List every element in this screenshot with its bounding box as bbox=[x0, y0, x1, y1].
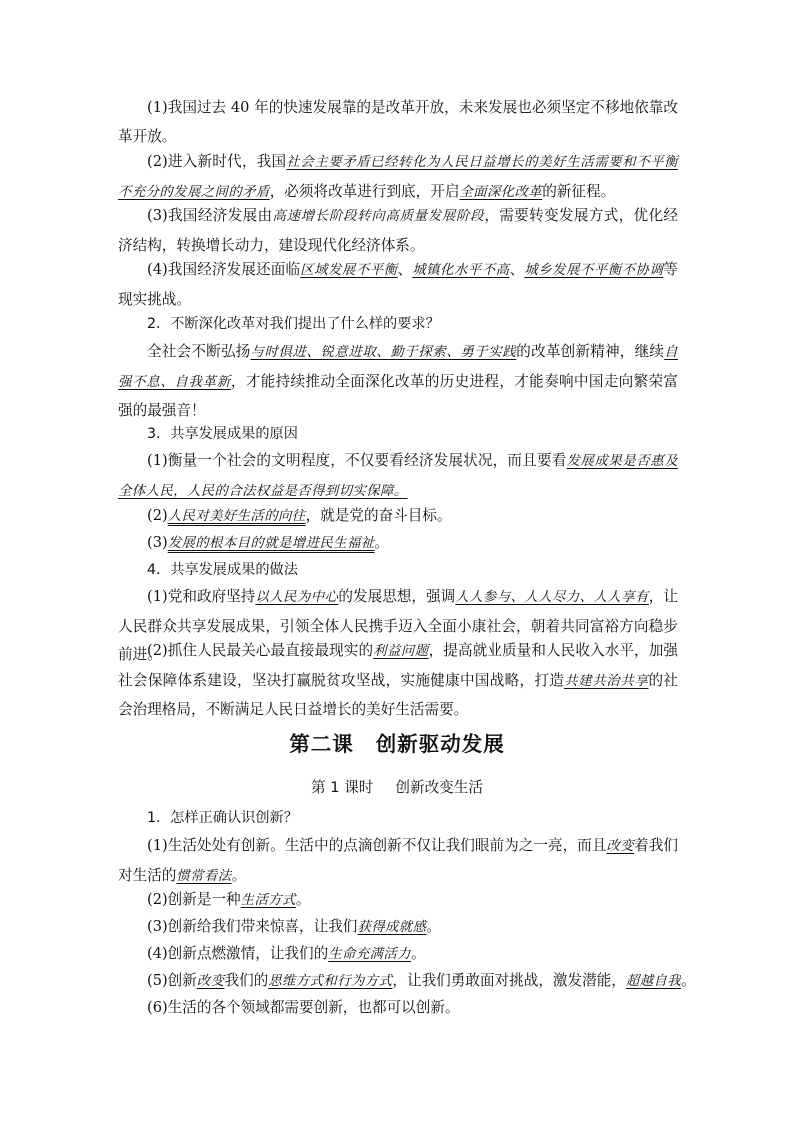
paragraph-text: (4)我国经济发展还面临 bbox=[147, 261, 301, 278]
paragraph-text: ，让人民群众共享发展成果，引领全体人民携手迈入全面小康社会，朝着共同富裕方向稳步前进。 bbox=[118, 588, 678, 664]
underlined-answer: 城镇化水平不高 bbox=[412, 263, 510, 278]
paragraph-text: 我们的 bbox=[224, 972, 269, 989]
underlined-answer: 人民对美好生活的向往 bbox=[167, 509, 306, 524]
paragraph-text: (2)创新是一种 bbox=[147, 891, 241, 908]
paragraph-reform-opening bbox=[118, 94, 678, 151]
paragraph-text: (2) bbox=[147, 507, 168, 524]
paragraph-text: 等现实挑战。 bbox=[118, 261, 678, 308]
underlined-answer: 人人参与、人人尽力、人人享有 bbox=[455, 590, 649, 605]
paragraph-text: (2)进入新时代，我国 bbox=[147, 153, 287, 170]
paragraph-text: 。 bbox=[681, 972, 696, 989]
paragraph-text: (1)我国过去 40 年的快速发展靠的是改革开放，未来发展也必须坚定不移地依靠改革开放。 bbox=[118, 99, 678, 145]
underlined-answer: 自强不息、自我革新 bbox=[118, 345, 678, 390]
paragraph-reform-spirit bbox=[118, 338, 678, 426]
paragraph-text: 。 bbox=[374, 534, 390, 551]
paragraph-text: (1)党和政府坚持 bbox=[147, 588, 256, 605]
paragraph-text: 全社会不断弘扬 bbox=[147, 343, 251, 360]
paragraph-text: ，就是党的奋斗目标。 bbox=[305, 507, 452, 524]
paragraph-civilization-measure bbox=[118, 447, 678, 506]
paragraph-vitality bbox=[118, 940, 678, 970]
paragraph-text: 。 bbox=[426, 918, 441, 935]
underlined-answer: 区域发展不平衡 bbox=[300, 263, 398, 278]
underlined-answer: 利益问题 bbox=[373, 644, 429, 659]
paragraph-text: (3)我国经济发展由 bbox=[147, 207, 273, 224]
underlined-answer: 改变 bbox=[606, 839, 635, 854]
underlined-answer: 与时俱进、锐意进取、勤于探索、勇于实践 bbox=[250, 345, 517, 360]
paragraph-text: ，让我们勇敢面对挑战，激发潜能， bbox=[392, 972, 626, 989]
period-number: 第 1 课时 bbox=[311, 779, 374, 796]
underlined-answer: 生命充满活力 bbox=[328, 947, 411, 962]
underlined-answer: 生活方式 bbox=[240, 893, 296, 908]
underlined-answer: 以人民为中心 bbox=[255, 590, 339, 605]
period-title bbox=[0, 776, 794, 800]
paragraph-livelihood bbox=[118, 637, 678, 725]
paragraph-text: (1)生活处处有创新。生活中的点滴创新不仅让我们眼前为之一亮，而且 bbox=[147, 837, 607, 854]
paragraph-text: (5)创新 bbox=[147, 972, 197, 989]
paragraph-economic-stage bbox=[118, 202, 678, 260]
paragraph-challenges bbox=[118, 256, 678, 314]
underlined-answer: 获得成就感 bbox=[357, 920, 427, 935]
paragraph-text: 的新征程。 bbox=[542, 182, 616, 200]
paragraph-text: 、 bbox=[397, 261, 413, 278]
underlined-answer: 超越自我 bbox=[625, 974, 682, 989]
paragraph-lifestyle bbox=[118, 886, 678, 916]
paragraph-text: ，提高就业质量和人民收入水平，加强社会保障体系建设，坚决打赢脱贫攻坚战，实施健康中国战略，打造 bbox=[118, 642, 678, 689]
question-heading: 1．怎样正确认识创新？ bbox=[147, 810, 298, 826]
question-heading: 4．共享发展成果的做法 bbox=[147, 562, 298, 578]
paragraph-party-goal bbox=[118, 502, 678, 532]
paragraph-achievement bbox=[118, 913, 678, 943]
underlined-answer: 高速增长阶段转向高质量发展阶段 bbox=[272, 209, 485, 224]
paragraph-new-era bbox=[118, 148, 678, 207]
paragraph-text: (1)衡量一个社会的文明程度，不仅要看经济发展状况，而且要看 bbox=[147, 452, 567, 469]
question-heading: 3．共享发展成果的原因 bbox=[147, 426, 298, 442]
paragraph-text: ，需要转变发展方式，优化经济结构，转换增长动力，建设现代化经济体系。 bbox=[118, 207, 678, 254]
paragraph-text: ，才能持续推动全面深化改革的历史进程，才能奏响中国走向繁荣富强的最强音！ bbox=[118, 372, 678, 420]
underlined-answer: 发展的根本目的就是增进民生福祉 bbox=[167, 536, 375, 551]
paragraph-text: (6)生活的各个领域都需要创新，也都可以创新。 bbox=[147, 999, 460, 1016]
question-heading: 2．不断深化改革对我们提出了什么样的要求？ bbox=[147, 316, 440, 332]
paragraph-fundamental-purpose bbox=[118, 529, 678, 559]
lesson-number: 第二课 bbox=[289, 732, 354, 756]
underlined-answer: 惯常看法 bbox=[176, 868, 232, 884]
paragraph-text: 的社会治理格局，不断满足人民日益增长的美好生活需要。 bbox=[118, 671, 678, 719]
paragraph-text: (4)创新点燃激情，让我们的 bbox=[147, 945, 329, 962]
underlined-answer: 共建共治共享 bbox=[564, 673, 649, 689]
paragraph-text: 。 bbox=[295, 891, 311, 908]
paragraph-text: 的发展思想，强调 bbox=[338, 588, 456, 605]
underlined-answer: 社会主要矛盾已经转化为人民日益增长的美好生活需要和不平衡不充分的发展之间的矛盾 bbox=[118, 155, 678, 200]
underlined-answer: 城乡发展不平衡不协调 bbox=[524, 263, 664, 278]
paragraph-text: 的改革创新精神，继续 bbox=[516, 343, 665, 360]
paragraph-text: (3)创新给我们带来惊喜，让我们 bbox=[147, 918, 358, 935]
paragraph-all-fields bbox=[118, 994, 678, 1023]
paragraph-text: (3) bbox=[147, 534, 168, 551]
underlined-answer: 思维方式和行为方式 bbox=[268, 974, 393, 989]
paragraph-innovation-everywhere bbox=[118, 832, 678, 891]
lesson-name: 创新驱动发展 bbox=[375, 732, 505, 756]
paragraph-text: 着我们对生活的 bbox=[118, 837, 678, 884]
underlined-answer: 全面深化改革 bbox=[459, 184, 543, 200]
paragraph-text: (2)抓住人民最关心最直接最现实的 bbox=[147, 642, 374, 659]
lesson-title bbox=[0, 728, 794, 760]
paragraph-text: 、 bbox=[509, 261, 525, 278]
paragraph-text: 。 bbox=[410, 945, 426, 962]
paragraph-text: 。 bbox=[231, 866, 247, 884]
paragraph-text: ，必须将改革进行到底，开启 bbox=[269, 182, 460, 200]
paragraph-thinking-change bbox=[118, 967, 696, 997]
underlined-answer: 发展成果是否惠及全体人民，人民的合法权益是否得到切实保障。 bbox=[118, 454, 678, 499]
underlined-answer: 改变 bbox=[196, 974, 225, 989]
period-name: 创新改变生活 bbox=[395, 779, 483, 796]
